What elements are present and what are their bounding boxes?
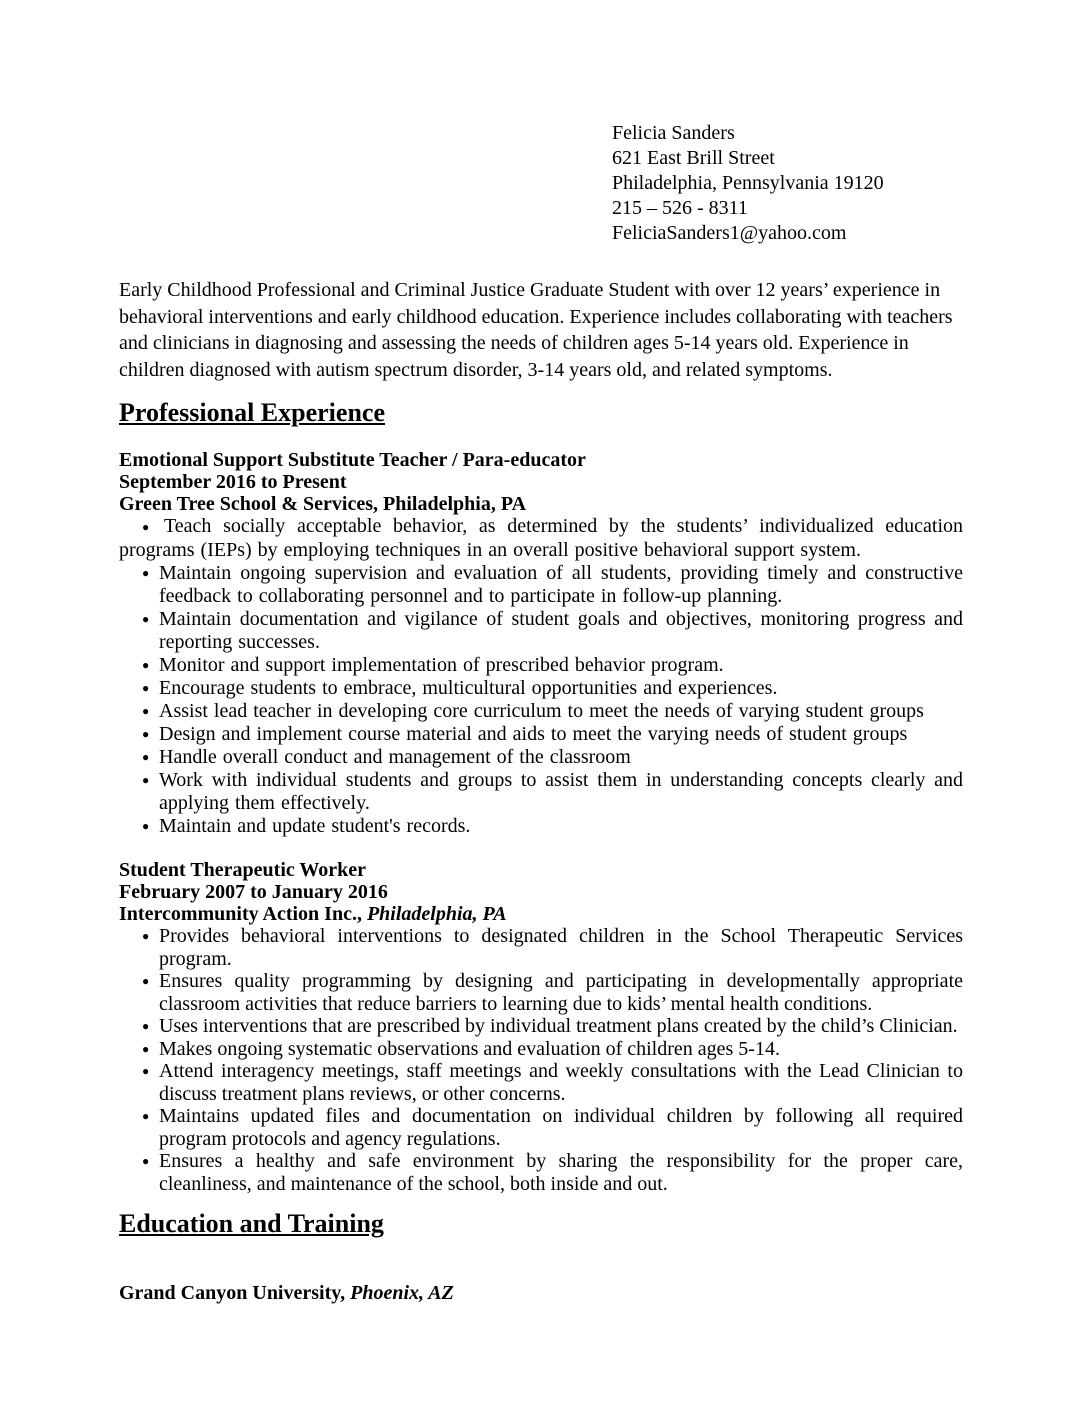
bullet-item: ● Ensures a healthy and safe environment by sharing the responsibility for the proper care, cleanliness, and maintenance of the school, both inside and out. xyxy=(159,1150,963,1195)
job-employer-name: Green Tree School & Services, Philadelphia, PA xyxy=(119,493,527,515)
section-heading-professional-experience: Professional Experience xyxy=(119,398,385,427)
job-header xyxy=(119,449,963,515)
job-entry-intercommunity xyxy=(119,859,963,1195)
bullet-item: ● Handle overall conduct and management of the classroom xyxy=(159,746,963,769)
section-heading-education-training: Education and Training xyxy=(119,1209,384,1238)
bullet-item: ● Provides behavioral interventions to designated children in the School Therapeutic Services program. xyxy=(159,925,963,970)
job-employer xyxy=(119,493,963,515)
bullet-item: ● Maintain documentation and vigilance of student goals and objectives, monitoring progress and reporting successes. xyxy=(159,608,963,654)
job-header xyxy=(119,859,963,925)
job-employer-location: Philadelphia, PA xyxy=(366,903,507,925)
education-school: Grand Canyon University, xyxy=(119,1282,346,1304)
contact-phone: 215 – 526 - 8311 xyxy=(612,197,748,219)
bullet-item: ● Maintains updated files and documentation on individual children by following all required program protocols and agency regulations. xyxy=(159,1105,963,1150)
summary-paragraph: Early Childhood Professional and Criminal Justice Graduate Student with over 12 years’ experience in behavioral interventions and early childhood education. Experience includes collaborating with teachers and clinicians in diagnosing and assessing the needs of children ages 5-14 years old. Experience in children diagnosed with autism spectrum disorder, 3-14 years old, and related symptoms. xyxy=(119,279,953,381)
education-location: Phoenix, AZ xyxy=(350,1282,454,1304)
job-dates: February 2007 to January 2016 xyxy=(119,881,388,903)
job-bullet-list xyxy=(119,925,963,1195)
job-bullet-list xyxy=(119,562,963,838)
job-dates: September 2016 to Present xyxy=(119,471,347,493)
job-employer-name: Intercommunity Action Inc., xyxy=(119,903,362,925)
contact-block xyxy=(612,121,963,246)
contact-email: FeliciaSanders1@yahoo.com xyxy=(612,222,847,244)
bullet-item: ● Monitor and support implementation of prescribed behavior program. xyxy=(159,654,963,677)
bullet-marker-icon: ● xyxy=(142,520,155,534)
education-entry xyxy=(119,1282,963,1304)
bullet-item: ● Maintain ongoing supervision and evaluation of all students, providing timely and constructive feedback to collaborating personnel and to participate in follow-up planning. xyxy=(159,562,963,608)
bullet-item: ● Maintain and update student's records. xyxy=(159,815,963,838)
bullet-text: Teach socially acceptable behavior, as determined by the students’ individualized education programs (IEPs) by employing techniques in an overall positive behavioral support system. xyxy=(119,515,964,561)
job-title: Emotional Support Substitute Teacher / Para-educator xyxy=(119,449,586,471)
job-employer xyxy=(119,903,963,925)
bullet-item: ● Ensures quality programming by designing and participating in developmentally appropriate classroom activities that reduce barriers to learning due to kids’ mental health conditions. xyxy=(159,970,963,1015)
bullet-item: ● Encourage students to embrace, multicultural opportunities and experiences. xyxy=(159,677,963,700)
bullet-item: ● Makes ongoing systematic observations and evaluation of children ages 5-14. xyxy=(159,1038,963,1061)
bullet-item: ● Assist lead teacher in developing core curriculum to meet the needs of varying student groups xyxy=(159,700,963,723)
job-title: Student Therapeutic Worker xyxy=(119,859,367,881)
bullet-item xyxy=(119,515,963,562)
job-entry-green-tree xyxy=(119,449,963,838)
bullet-item: ● Work with individual students and groups to assist them in understanding concepts clearly and applying them effectively. xyxy=(159,769,963,815)
contact-name: Felicia Sanders xyxy=(612,122,735,144)
contact-street: 621 East Brill Street xyxy=(612,147,775,169)
bullet-item: ● Design and implement course material and aids to meet the varying needs of student groups xyxy=(159,723,963,746)
bullet-item: ● Uses interventions that are prescribed by individual treatment plans created by the child’s Clinician. xyxy=(159,1015,963,1038)
bullet-item: ● Attend interagency meetings, staff meetings and weekly consultations with the Lead Clinician to discuss treatment plans reviews, or other concerns. xyxy=(159,1060,963,1105)
contact-city-state-zip: Philadelphia, Pennsylvania 19120 xyxy=(612,172,884,194)
